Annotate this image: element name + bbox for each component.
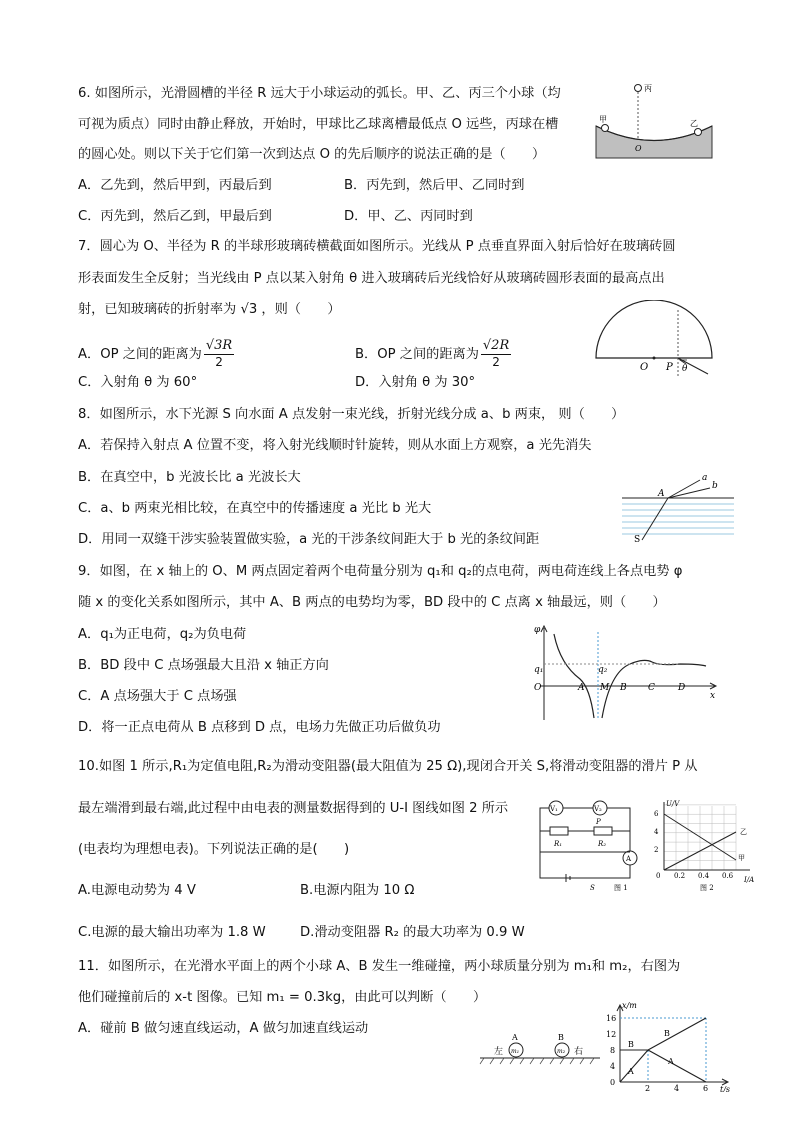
q11-tick-y4: 4 [610,1062,616,1071]
q10-option-d: D.滑动变阻器 R₂ 的最大功率为 0.9 W [300,925,525,940]
q10-label-s: S [590,884,595,892]
q8-option-d: D．用同一双缝干涉实验装置做实验，a 光的干涉条纹间距大于 b 光的条纹间距 [78,532,540,547]
q6-label-jia: 甲 [599,115,607,124]
q10-line2: 最左端滑到最右端,此过程中由电表的测量数据得到的 U-I 图线如图 2 所示 [78,801,509,816]
q10-tick-y4: 4 [654,828,659,836]
q7-option-a [78,338,234,370]
q7-label-o: O [640,362,649,373]
q10-ylabel: U/V [666,800,680,808]
q7-option-b-text: B．OP 之间的距离为 [355,347,479,362]
q7-line2: 形表面发生全反射；当光线由 P 点以某入射角 θ 进入玻璃砖后光线恰好从玻璃砖圆形表面的最高点出 [78,271,665,286]
q6-label-o: O [635,144,642,153]
q11-xlabel: t/s [720,1085,731,1092]
q10-tick-x02: 0.2 [674,872,686,880]
q7-option-c: C．入射角 θ 为 60° [78,375,198,390]
q11-series-a-label-1: A [628,1067,634,1076]
q11-ball-b-label: B [558,1033,564,1042]
q7-option-a-fraction [204,338,234,370]
q10-label-ammeter: A [626,855,632,863]
q9-label-m: M [600,683,610,693]
q6-line2: 可视为质点）同时由静止释放，开始时，甲球比乙球离槽最低点 O 远些，丙球在槽 [78,117,559,132]
q8-label-a: a [702,473,708,483]
q6-ball-jia [602,125,609,132]
q11-series-b-label-2: B [664,1029,670,1038]
q11-label-right: 右 [574,1047,584,1057]
q11-series-b-label-1: B [628,1040,634,1049]
q10-label-p: P [596,818,601,826]
q10-label-v1: V₁ [550,805,558,813]
q11-balls-figure [476,1028,604,1068]
q6-label-bing: 丙 [644,84,652,93]
q8-option-a: A．若保持入射点 A 位置不变，将入射光线顺时针旋转，则从水面上方观察，a 光先消失 [78,438,592,453]
q6-line3: 的圆心处。则以下关于它们第一次到达点 O 的先后顺序的说法正确的是（ ） [78,147,546,162]
q6-line1: 6. 如图所示，光滑圆槽的半径 R 远大于小球运动的弧长。甲、乙、丙三个小球（均 [78,86,561,101]
q10-line1: 10.如图 1 所示,R₁为定值电阻,R₂为滑动变阻器(最大阻值为 25 Ω),现闭合开关 S,将滑动变阻器的滑片 P 从 [78,759,698,774]
q8-label-A: A [658,489,665,499]
q9-label-q1: q₁ [534,665,544,675]
q11-xt-chart [602,1000,742,1092]
q11-ball-a-mass: m₁ [511,1048,520,1055]
q10-label-yi: 乙 [740,828,747,836]
q11-ylabel: x/m [622,1001,637,1010]
q9-option-b: B．BD 段中 C 点场强最大且沿 x 轴正方向 [78,658,329,673]
q10-tick-x0: 0 [656,872,661,880]
q6-option-c: C．丙先到，然后乙到，甲最后到 [78,209,272,224]
q10-caption-fig1: 图 1 [614,884,628,892]
q7-option-b-den: 2 [492,355,500,369]
q10-caption-fig2: 图 2 [700,884,714,892]
q11-option-a: A．碰前 B 做匀速直线运动，A 做匀加速直线运动 [78,1021,369,1036]
q7-option-a-text: A．OP 之间的距离为 [78,347,202,362]
q10-tick-y2: 2 [654,846,659,854]
q9-option-a: A．q₁为正电荷，q₂为负电荷 [78,627,247,642]
q7-line1: 7．圆心为 O、半径为 R 的半球形玻璃砖横截面如图所示。光线从 P 点垂直界面入射后恰好在玻璃砖圆 [78,239,676,254]
q11-tick-y8: 8 [610,1046,616,1055]
q11-tick-x2: 2 [645,1084,651,1092]
q9-line1: 9．如图，在 x 轴上的 O、M 两点固定着两个电荷量分别为 q₁和 q₂的点电荷，两电荷连线上各点电势 φ [78,564,683,579]
q11-line1: 11．如图所示，在光滑水平面上的两个小球 A、B 发生一维碰撞，两小球质量分别为 m₁和 m₂，右图为 [78,959,681,974]
q11-ball-b-mass: m₂ [557,1048,566,1055]
q10-label-jia: 甲 [738,854,745,862]
q10-ui-chart [650,798,762,894]
q8-option-c: C．a、b 两束光相比较，在真空中的传播速度 a 光比 b 光大 [78,501,432,516]
q9-option-c: C．A 点场强大于 C 点场强 [78,689,237,704]
q8-label-b: b [712,481,718,491]
q10-option-c: C.电源的最大输出功率为 1.8 W [78,925,266,940]
q9-label-phi: φ [534,625,541,635]
q8-line1: 8．如图所示，水下光源 S 向水面 A 点发射一束光线，折射光线分成 a、b 两束， 则（ ） [78,407,625,422]
q11-line2: 他们碰撞前后的 x-t 图像。已知 m₁ = 0.3kg，由此可以判断（ ） [78,990,487,1005]
q6-ball-yi [695,129,702,136]
q10-option-b: B.电源内阻为 10 Ω [300,883,415,898]
q10-tick-y6: 6 [654,810,659,818]
q11-tick-y12: 12 [606,1030,617,1039]
q6-option-b: B．丙先到，然后甲、乙同时到 [344,178,525,193]
q7-option-a-den: 2 [215,355,223,369]
q9-label-x: x [710,691,716,701]
q10-tick-x06: 0.6 [722,872,734,880]
q6-figure [594,80,714,162]
q6-option-d: D．甲、乙、丙同时到 [344,209,473,224]
q7-line3: 射，已知玻璃砖的折射率为 √3 ，则（ ） [78,302,341,317]
q10-label-r2: R₂ [598,840,607,848]
q9-label-o: O [534,683,542,693]
q7-option-b-num: √2R [482,338,510,353]
q9-label-d: D [678,683,686,693]
q7-label-theta: θ [682,364,688,374]
q10-xlabel: I/A [744,876,755,884]
q11-label-left: 左 [494,1047,504,1057]
q9-label-q2: q₂ [598,665,608,675]
q8-label-S: S [634,535,641,545]
q9-line2: 随 x 的变化关系如图所示，其中 A、B 两点的电势均为零，BD 段中的 C 点离 x 轴最远，则（ ） [78,595,666,610]
q7-option-b [355,338,511,370]
q7-option-a-num: √3R [205,338,233,353]
q11-tick-y0: 0 [610,1078,616,1087]
q11-ball-a-label: A [512,1033,518,1042]
q9-label-b: B [620,683,627,693]
q7-option-b-fraction [481,338,511,370]
q10-line3: (电表均为理想电表)。下列说法正确的是( ) [78,842,350,857]
q9-option-d: D．将一正点电荷从 B 点移到 D 点，电场力先做正功后做负功 [78,720,441,735]
q11-tick-x6: 6 [703,1084,709,1092]
q10-circuit-figure [536,800,642,892]
q10-tick-x04: 0.4 [698,872,710,880]
q11-tick-x4: 4 [674,1084,680,1092]
q6-ball-bing [635,85,642,92]
q10-label-r1: R₁ [554,840,563,848]
q10-label-v2: V₂ [594,805,602,813]
q9-figure [530,624,726,724]
q9-label-a: A [578,683,585,693]
q7-figure [590,300,720,380]
q9-label-c: C [648,683,655,693]
q11-tick-y16: 16 [606,1014,617,1023]
q10-option-a: A.电源电动势为 4 V [78,883,196,898]
q6-label-yi: 乙 [690,119,698,128]
q7-label-p: P [666,362,673,373]
q6-option-a: A．乙先到，然后甲到，丙最后到 [78,178,272,193]
q8-figure [618,470,738,546]
q8-option-b: B．在真空中，b 光波长比 a 光波长大 [78,470,301,485]
q7-option-d: D．入射角 θ 为 30° [355,375,476,390]
q11-series-a-label-2: A [668,1057,674,1066]
